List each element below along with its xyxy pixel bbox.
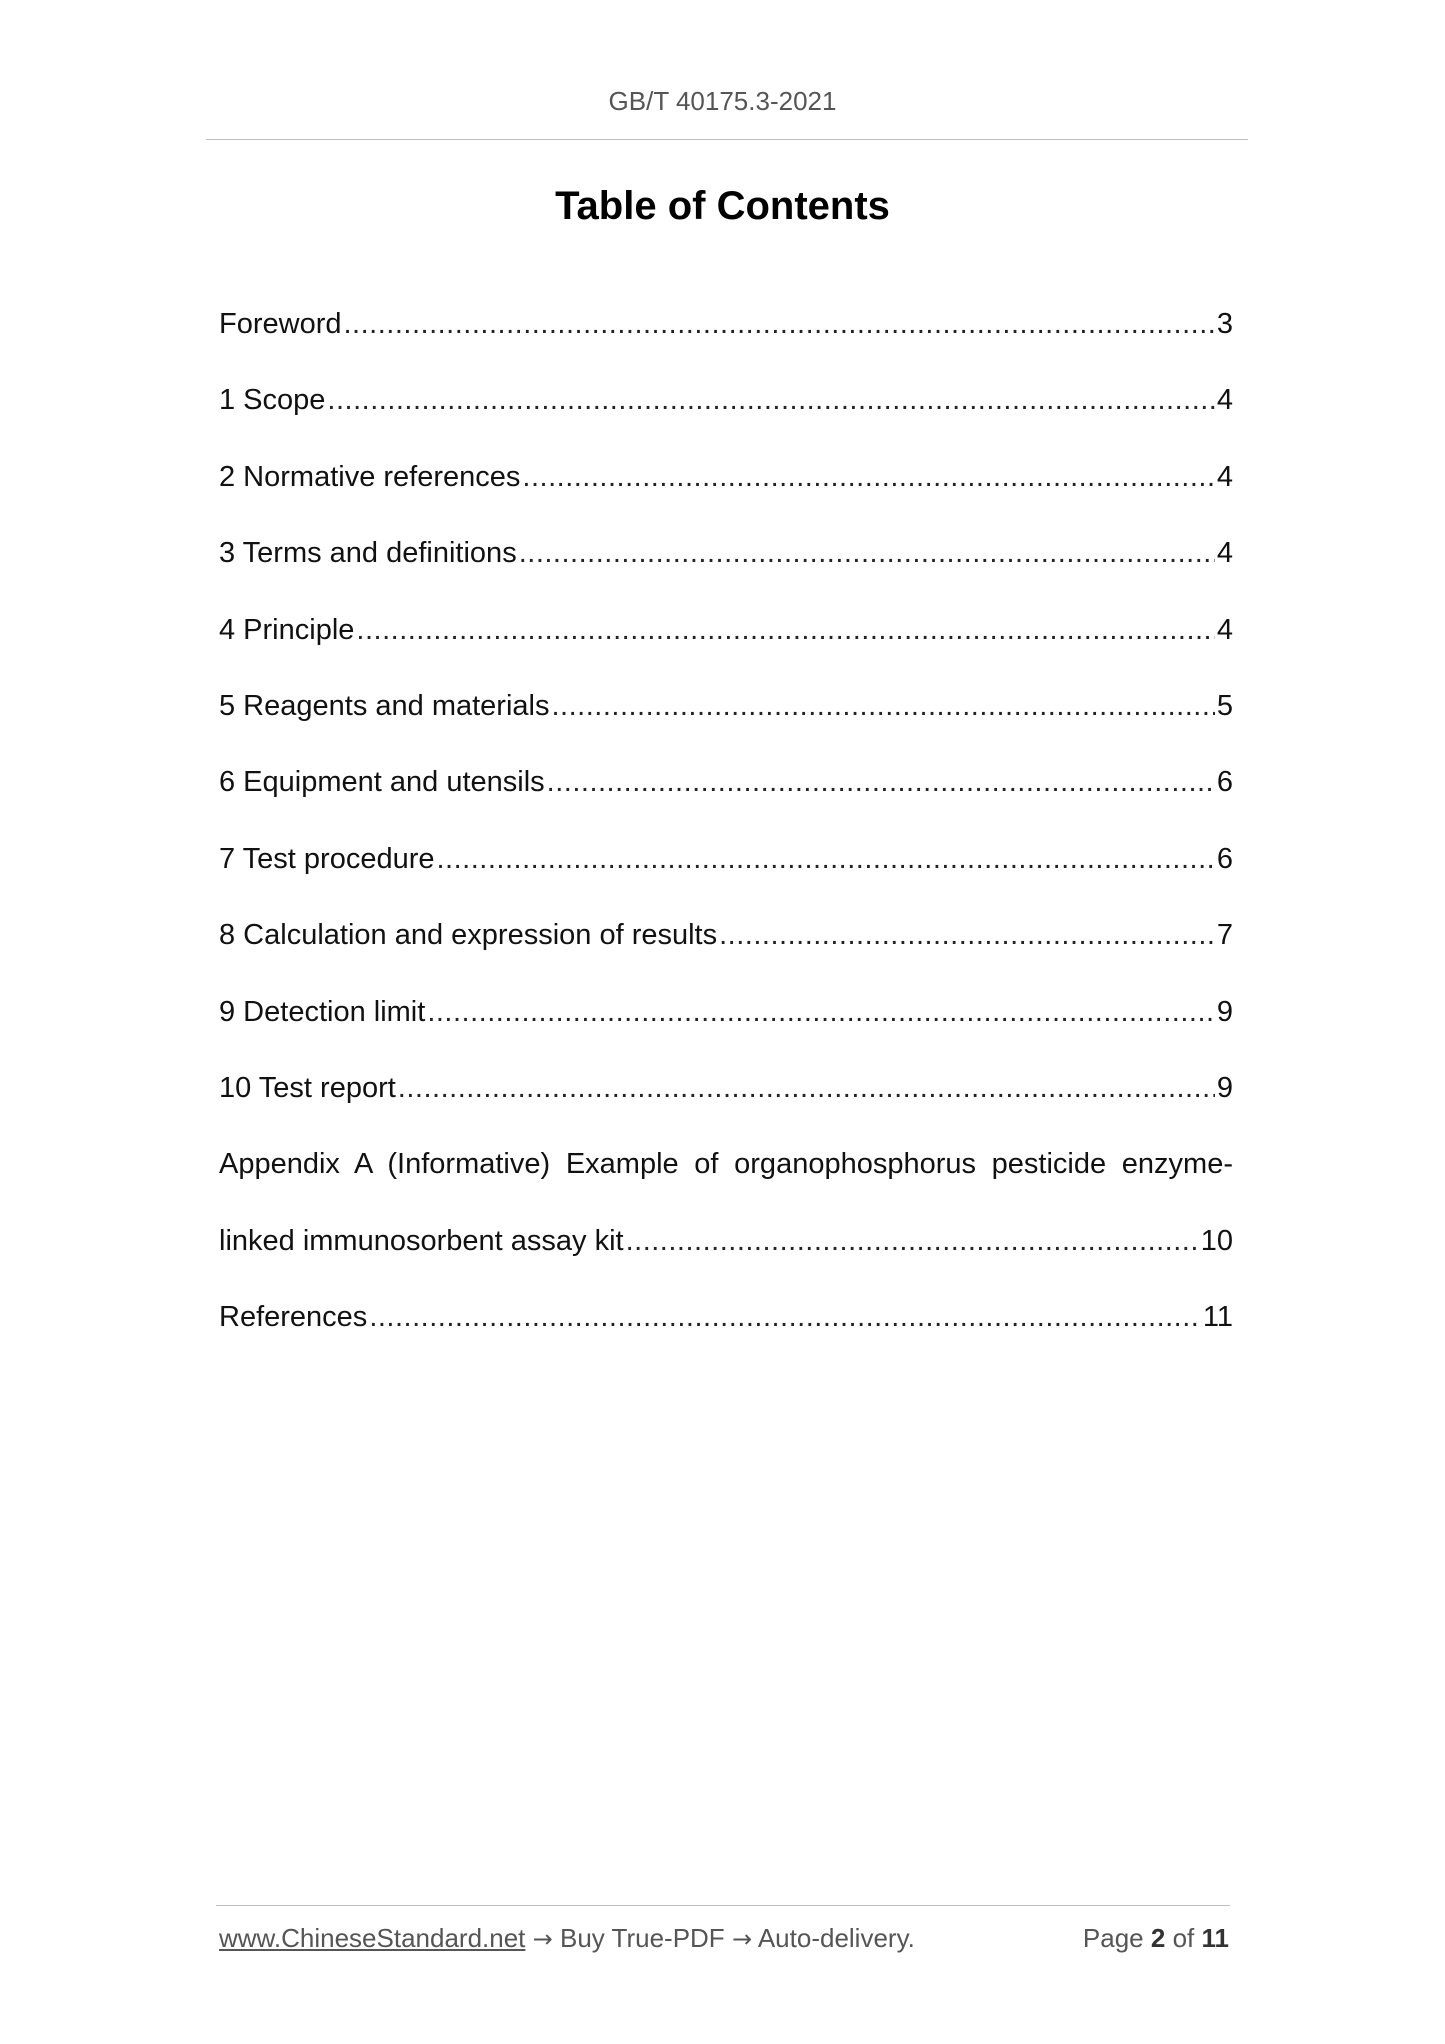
toc-entry-page: 5 <box>1216 689 1233 722</box>
toc-entry-label: linked immunosorbent assay kit <box>219 1224 624 1257</box>
toc-entry-label: 4 Principle <box>219 613 355 646</box>
page-title: Table of Contents <box>555 184 890 228</box>
toc-entry-label: 8 Calculation and expression of results <box>219 919 718 952</box>
buy-text: Buy True-PDF <box>559 1923 725 1953</box>
site-link[interactable]: www.ChineseStandard.net <box>219 1923 526 1953</box>
page-number <box>1083 1923 1229 1954</box>
toc-entry-test-report[interactable] <box>219 1064 1233 1140</box>
toc-leader-dots <box>547 758 1215 806</box>
toc-leader-dots <box>344 300 1215 348</box>
page-footer <box>219 1923 1229 1954</box>
toc-entry-label: References <box>219 1301 368 1334</box>
footer-divider <box>216 1905 1230 1906</box>
toc-entry-label: 5 Reagents and materials <box>219 689 550 722</box>
toc-entry-calculation-and-expression[interactable] <box>219 911 1233 987</box>
toc-leader-dots <box>719 911 1215 959</box>
toc-entry-page: 4 <box>1216 460 1233 493</box>
toc-entry-page: 9 <box>1216 995 1233 1028</box>
page-word: Page <box>1082 1923 1144 1953</box>
toc-leader-dots <box>369 1293 1201 1341</box>
toc-leader-dots <box>356 606 1214 654</box>
toc-entry-reagents-and-materials[interactable] <box>219 682 1233 758</box>
toc-leader-dots <box>522 453 1214 501</box>
toc-entry-label: 7 Test procedure <box>219 842 435 875</box>
toc-entry-terms-and-definitions[interactable] <box>219 529 1233 605</box>
toc-leader-dots <box>327 376 1214 424</box>
toc-entry-page: 3 <box>1216 308 1233 340</box>
toc-entry-page: 10 <box>1200 1224 1233 1257</box>
toc-entry-label: 3 Terms and definitions <box>219 537 517 570</box>
toc-leader-dots <box>427 988 1215 1036</box>
document-id-header: GB/T 40175.3-2021 <box>608 86 837 116</box>
page-total: 11 <box>1201 1923 1229 1953</box>
toc-entry-page: 6 <box>1216 766 1233 799</box>
toc-entry-equipment-and-utensils[interactable] <box>219 758 1233 834</box>
toc-entry-page: 4 <box>1216 613 1233 646</box>
toc-entry-scope[interactable] <box>219 376 1233 452</box>
arrow-right-icon: → <box>532 1925 553 1953</box>
toc-entry-label: Appendix A (Informative) Example of organophosphorus pesticide enzyme- <box>219 1148 1233 1181</box>
toc-entry-label: 9 Detection limit <box>219 995 426 1028</box>
toc-entry-label: 6 Equipment and utensils <box>219 766 545 799</box>
toc-entry-label: Foreword <box>219 308 342 340</box>
footer-promo <box>219 1923 915 1954</box>
toc-leader-dots <box>519 529 1215 577</box>
toc-entry-appendix-a-line2[interactable] <box>219 1217 1233 1293</box>
toc-entry-detection-limit[interactable] <box>219 988 1233 1064</box>
toc-entry-principle[interactable] <box>219 606 1233 682</box>
page-current: 2 <box>1150 1923 1166 1953</box>
toc-entry-label: 1 Scope <box>219 384 326 417</box>
arrow-right-icon: → <box>731 1925 753 1953</box>
toc-entry-page: 4 <box>1216 537 1233 570</box>
toc-entry-normative-references[interactable] <box>219 453 1233 529</box>
toc-leader-dots <box>437 835 1215 883</box>
toc-entry-test-procedure[interactable] <box>219 835 1233 911</box>
delivery-text: Auto-delivery. <box>757 1923 915 1953</box>
toc-entry-appendix-a-line1[interactable] <box>219 1140 1233 1216</box>
toc-leader-dots <box>626 1217 1199 1265</box>
toc-entry-page: 9 <box>1216 1071 1233 1104</box>
toc-entry-page: 7 <box>1216 919 1233 952</box>
toc-leader-dots <box>398 1064 1215 1112</box>
toc-entry-page: 4 <box>1216 384 1233 417</box>
page-of: of <box>1172 1923 1195 1953</box>
toc-entry-label: 2 Normative references <box>219 460 521 493</box>
toc-entry-page: 11 <box>1202 1301 1233 1334</box>
toc-entry-references[interactable] <box>219 1293 1233 1369</box>
toc-entry-label: 10 Test report <box>219 1071 396 1104</box>
toc-leader-dots <box>551 682 1214 730</box>
table-of-contents <box>219 300 1233 1369</box>
header-divider <box>206 139 1248 140</box>
toc-entry-page: 6 <box>1216 842 1233 875</box>
toc-entry-foreword[interactable] <box>219 300 1233 376</box>
